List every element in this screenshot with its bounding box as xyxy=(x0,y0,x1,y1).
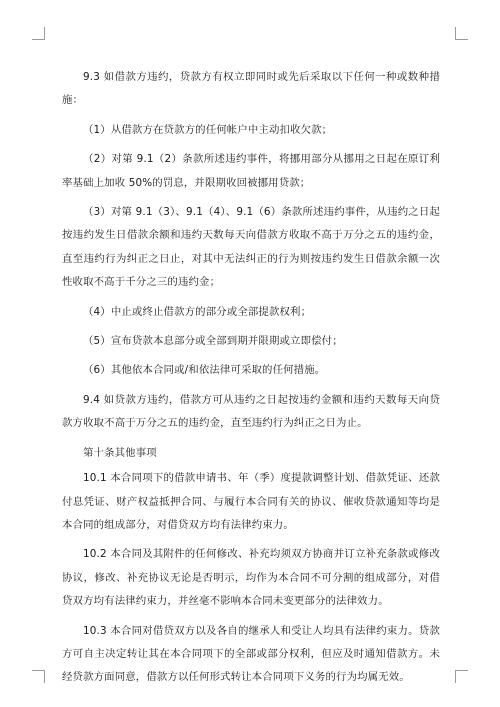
clause-9-3-item-4: （4）中止或终止借款方的部分或全部提款权利； xyxy=(83,305,312,318)
clause-9-3-item-1: （1）从借款方在贷款方的任何帐户中主动扣收欠款； xyxy=(83,123,333,136)
document-body xyxy=(62,66,440,690)
clause-9-3: 9.3 如借款方违约，贷款方有权立即同时或先后采取以下任何一种或数种措施： xyxy=(62,71,440,107)
clause-10-1: 10.1 本合同项下的借款申请书、年（季）度提款调整计划、借款凭证、还款付息凭证、财产权益抵押合同、与履行本合同有关的协议、催收贷款通知等均是本合同的组成部分，对借贷双方均有法律约束力。 xyxy=(62,472,440,531)
crop-mark-top-right xyxy=(455,27,468,40)
clause-9-3-item-6: （6）其他依本合同或/和依法律可采取的任何措施。 xyxy=(83,364,326,377)
clause-9-4: 9.4 如贷款方违约，借款方可从违约之日起按违约金额和违约天数每天向贷款方收取不高于万分之五的违约金，直至违约行为纠正之日为止。 xyxy=(62,393,440,430)
clause-9-3-item-2: （2）对第 9.1（2）条款所述违约事件，将挪用部分从挪用之日起在原订利率基础上加收 50%的罚息，并限期收回被挪用贷款； xyxy=(62,153,440,189)
crop-mark-bottom-right xyxy=(455,670,468,683)
crop-mark-bottom-left xyxy=(32,670,45,683)
clause-9-3-item-5: （5）宣布贷款本息部分或全部到期并限期或立即偿付； xyxy=(83,335,343,348)
section-heading-article-10: 第十条其他事项 xyxy=(83,446,157,459)
clause-9-3-item-3: （3）对第 9.1（3）、9.1（4）、9.1（6）条款所述违约事件，从违约之日起按违约发生日借款余额和违约天数每天向借款方收取不高于万分之五的违约金，直至违约行为纠正之日止，对其中无法纠正的行为则按违约发生日借款余额一次性收取不高于千分之三的违约金； xyxy=(62,206,440,289)
clause-10-3: 10.3 本合同对借贷双方以及各自的继承人和受让人均具有法律约束力。贷款方可自主决定转让其在本合同项下的全部或部分权利，但应及时通知借款方。未经贷款方面同意，借款方以任何形式转让本合同项下义务的行为均属无效。 xyxy=(62,624,440,684)
clause-10-2: 10.2 本合同及其附件的任何修改、补充均须双方协商并订立补充条款或修改协议，修改、补充协议无论是否明示，均作为本合同不可分割的组成部分，对借贷双方均有法律约束力，并丝毫不影响本合同未变更部分的法律效力。 xyxy=(62,548,440,608)
crop-mark-top-left xyxy=(32,27,45,40)
